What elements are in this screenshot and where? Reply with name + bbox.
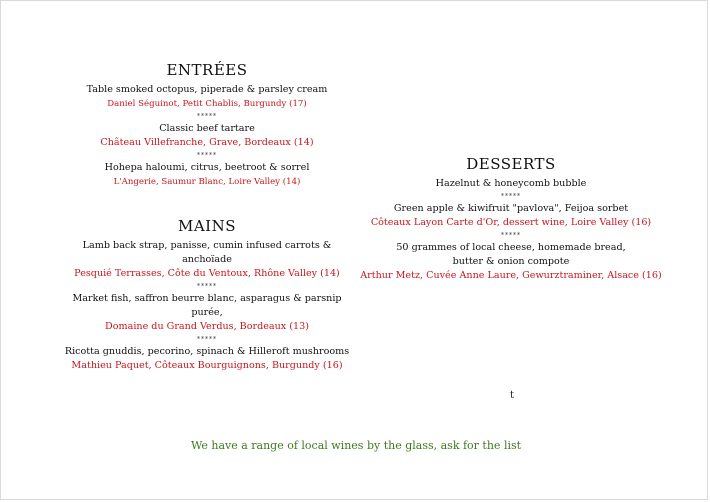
stray-mark: t [510,390,515,401]
main-1-wine: Pesquié Terrasses, Côte du Ventoux, Rhône Valley (14) [74,268,340,279]
separator: ***** [197,336,217,343]
entree-2-wine: Château Villefranche, Grave, Bordeaux (14) [100,137,314,148]
separator: ***** [501,193,521,200]
main-1-dish: Lamb back strap, panisse, cumin infused carrots & anchoïade [82,240,332,265]
desserts-heading: DESSERTS [466,155,556,173]
main-3-dish: Ricotta gnuddis, pecorino, spinach & Hilleroft mushrooms [64,346,350,357]
left-column [57,61,357,373]
dessert-3-dish-line1: 50 grammes of local cheese, homemade bread, [396,242,626,253]
main-2-dish: Market fish, saffron beurre blanc, asparagus & parsnip purée, [72,293,342,318]
mains-heading: MAINS [177,217,237,235]
main-2-wine: Domaine du Grand Verdus, Bordeaux (13) [105,321,309,332]
entree-3-dish: Hohepa haloumi, citrus, beetroot & sorrel [104,162,310,173]
dessert-2-dish: Green apple & kiwifruit "pavlova", Feijoa sorbet [393,203,629,214]
section-gap [57,189,357,217]
entree-3-wine: L'Angerie, Saumur Blanc, Loire Valley (14) [113,177,301,187]
separator: ***** [197,283,217,290]
entrees-heading: ENTRÉES [166,61,248,79]
separator: ***** [197,113,217,120]
entree-2-dish: Classic beef tartare [159,123,255,134]
dessert-1-dish: Hazelnut & honeycomb bubble [435,178,587,189]
separator: ***** [197,152,217,159]
dessert-3-dish-line2: butter & onion compote [452,256,570,267]
dessert-2-wine: Côteaux Layon Carte d'Or, dessert wine, Loire Valley (16) [370,217,652,228]
footer-note: We have a range of local wines by the glass, ask for the list [190,439,522,452]
entree-1-wine: Daniel Séguinot, Petit Chablis, Burgundy (17) [107,99,307,109]
main-3-wine: Mathieu Paquet, Côteaux Bourguignons, Burgundy (16) [71,360,343,371]
dessert-3-wine: Arthur Metz, Cuvée Anne Laure, Gewurztraminer, Alsace (16) [360,270,662,281]
entree-1-dish: Table smoked octopus, piperade & parsley cream [86,84,328,95]
separator: ***** [501,232,521,239]
right-column [356,155,666,283]
